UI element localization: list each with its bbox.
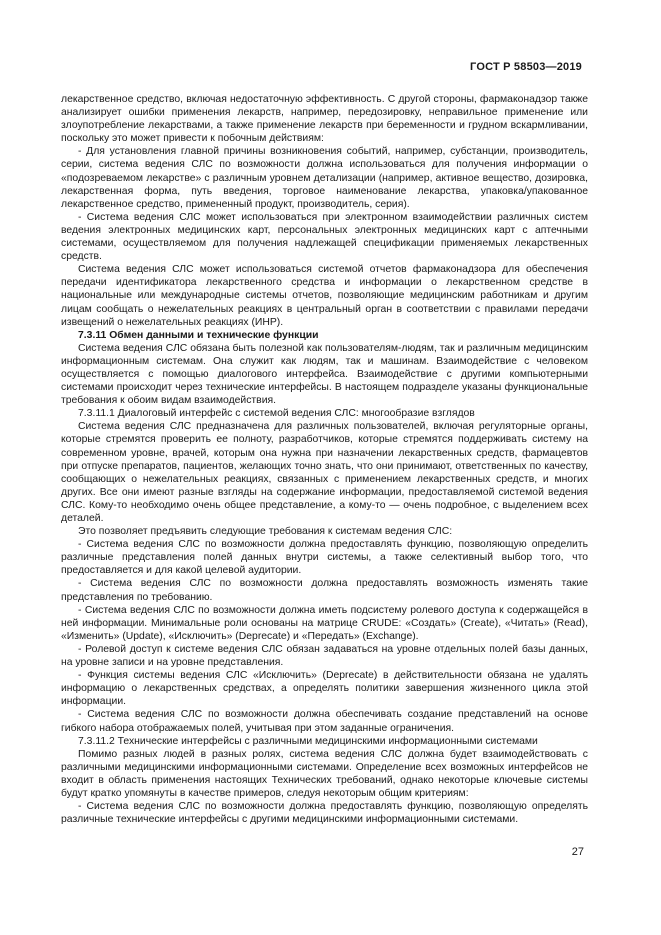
list-item: - Система ведения СЛС может использоваться при электронном взаимодействии различных систем ведения электронных медицинских карт, персональных электронных медицинских карт с аптечными системами, осуществляемом для получения надлежащей спецификации применяемых лекарственных средств. xyxy=(61,211,588,263)
subsection-heading: 7.3.11.2 Технические интерфейсы с различными медицинскими информационными системами xyxy=(78,735,538,747)
list-item: - Для установления главной причины возникновения событий, например, субстанции, производитель, серии, система ведения СЛС по возможности должна использоваться для получения информации о «подозреваемом лекарстве» с различным уровнем детализации (например, активное вещество, дозировка, лекарственная форма, путь введения, торговое наименование лекарства, упаковка/упакованное лекарственное средство, примененный продукт, производитель, серия). xyxy=(61,146,588,210)
document-body xyxy=(61,93,588,826)
paragraph: Помимо разных людей в разных ролях, система ведения СЛС должна будет взаимодействовать с различными медицинскими информационными системами. Определение всех возможных интерфейсов не входит в область применения настоящих Технических требований, однако некоторые ключевые системы будут кратко упомянуты в качестве примеров, следуя некоторым общим критериям: xyxy=(61,748,588,799)
paragraph: Система ведения СЛС предназначена для различных пользователей, включая регуляторные органы, которые стремятся проверить ее полноту, разработчиков, которые стремятся поддерживать систему на современном уровне, врачей, которым она нужна при назначении лекарственных средств, фармацевтов при отпуске препаратов, пациентов, желающих точно знать, что они принимают, ответственных по качеству, сообщающих о нежелательных реакциях, связанных с применением лекарственных средств, и многих других. Все они имеют разные взгляды на содержание информации, предоставляемой системой ведения СЛС. Кому-то необходимо очень общее представление, а кому-то — очень подробное, с выделением всех деталей. xyxy=(61,421,588,524)
document-header: ГОСТ Р 58503—2019 xyxy=(470,61,582,73)
list-item: - Система ведения СЛС по возможности должна предоставлять возможность изменять такие представления по требованию. xyxy=(61,578,588,603)
paragraph: Это позволяет предъявить следующие требования к системам ведения СЛС: xyxy=(78,526,453,538)
paragraph: Система ведения СЛС обязана быть полезной как пользователям-людям, так и различным медицинским информационным системам. Она служит как людям, так и машинам. Взаимодействие с человеком осуществляется с помощью диалогового интерфейса. Взаимодействие с другими компьютерными системами происходит через технические интерфейсы. В настоящем подразделе указаны функциональные требования к обоим видам взаимодействия. xyxy=(61,342,588,407)
section-heading: 7.3.11 Обмен данными и технические функции xyxy=(78,329,319,341)
list-item: - Система ведения СЛС по возможности должна предоставлять функцию, позволяющую определить различные представления полей данных внутри системы, а также селективный выбор того, что предоставляется и для какой целевой аудитории. xyxy=(61,539,588,577)
paragraph: лекарственное средство, включая недостаточную эффективность. С другой стороны, фармаконадзор также анализирует ошибки применения лекарств, например, передозировку, неправильное применение или злоупотребление лекарствами, а также применение лекарств при беременности и грудном вскармливании, поскольку это может привести к побочным действиям: xyxy=(61,94,588,145)
list-item: - Система ведения СЛС по возможности должна иметь подсистему ролевого доступа к содержащейся в ней информации. Минимальные роли основаны на матрице CRUDE: «Создать» (Create), «Читать» (Read), «Изменить» (Update), «Исключить» (Deprecate) и «Передать» (Exchange). xyxy=(61,604,588,642)
list-item: - Ролевой доступ к системе ведения СЛС обязан задаваться на уровне отдельных полей базы данных, на уровне записи и на уровне представления. xyxy=(61,643,588,669)
page-number: 27 xyxy=(571,846,584,858)
list-item: - Система ведения СЛС по возможности должна обеспечивать создание представлений на основе гибкого набора отображаемых полей, учитывая при этом заданные ограничения. xyxy=(61,709,588,734)
list-item: - Система ведения СЛС по возможности должна предоставлять функцию, позволяющую определять различные технические интерфейсы с другими медицинскими информационными системами. xyxy=(61,801,588,826)
paragraph: Система ведения СЛС может использоваться системой отчетов фармаконадзора для обеспечения передачи идентификатора лекарственного средства и информации о лекарственном средстве в национальные или международные системы отчетов, позволяющие медицинским работникам и другим лицам сообщать о нежелательных реакциях в центральный орган в соответствии с правилами передачи извещений о нежелательных реакциях (ИНР). xyxy=(61,264,588,328)
subsection-heading: 7.3.11.1 Диалоговый интерфейс с системой ведения СЛС: многообразие взглядов xyxy=(78,408,475,420)
list-item: - Функция системы ведения СЛС «Исключить» (Deprecate) в действительности обязана не удалять информацию о лекарственных средствах, а определять политики завершения жизненного цикла этой информации. xyxy=(61,670,588,708)
